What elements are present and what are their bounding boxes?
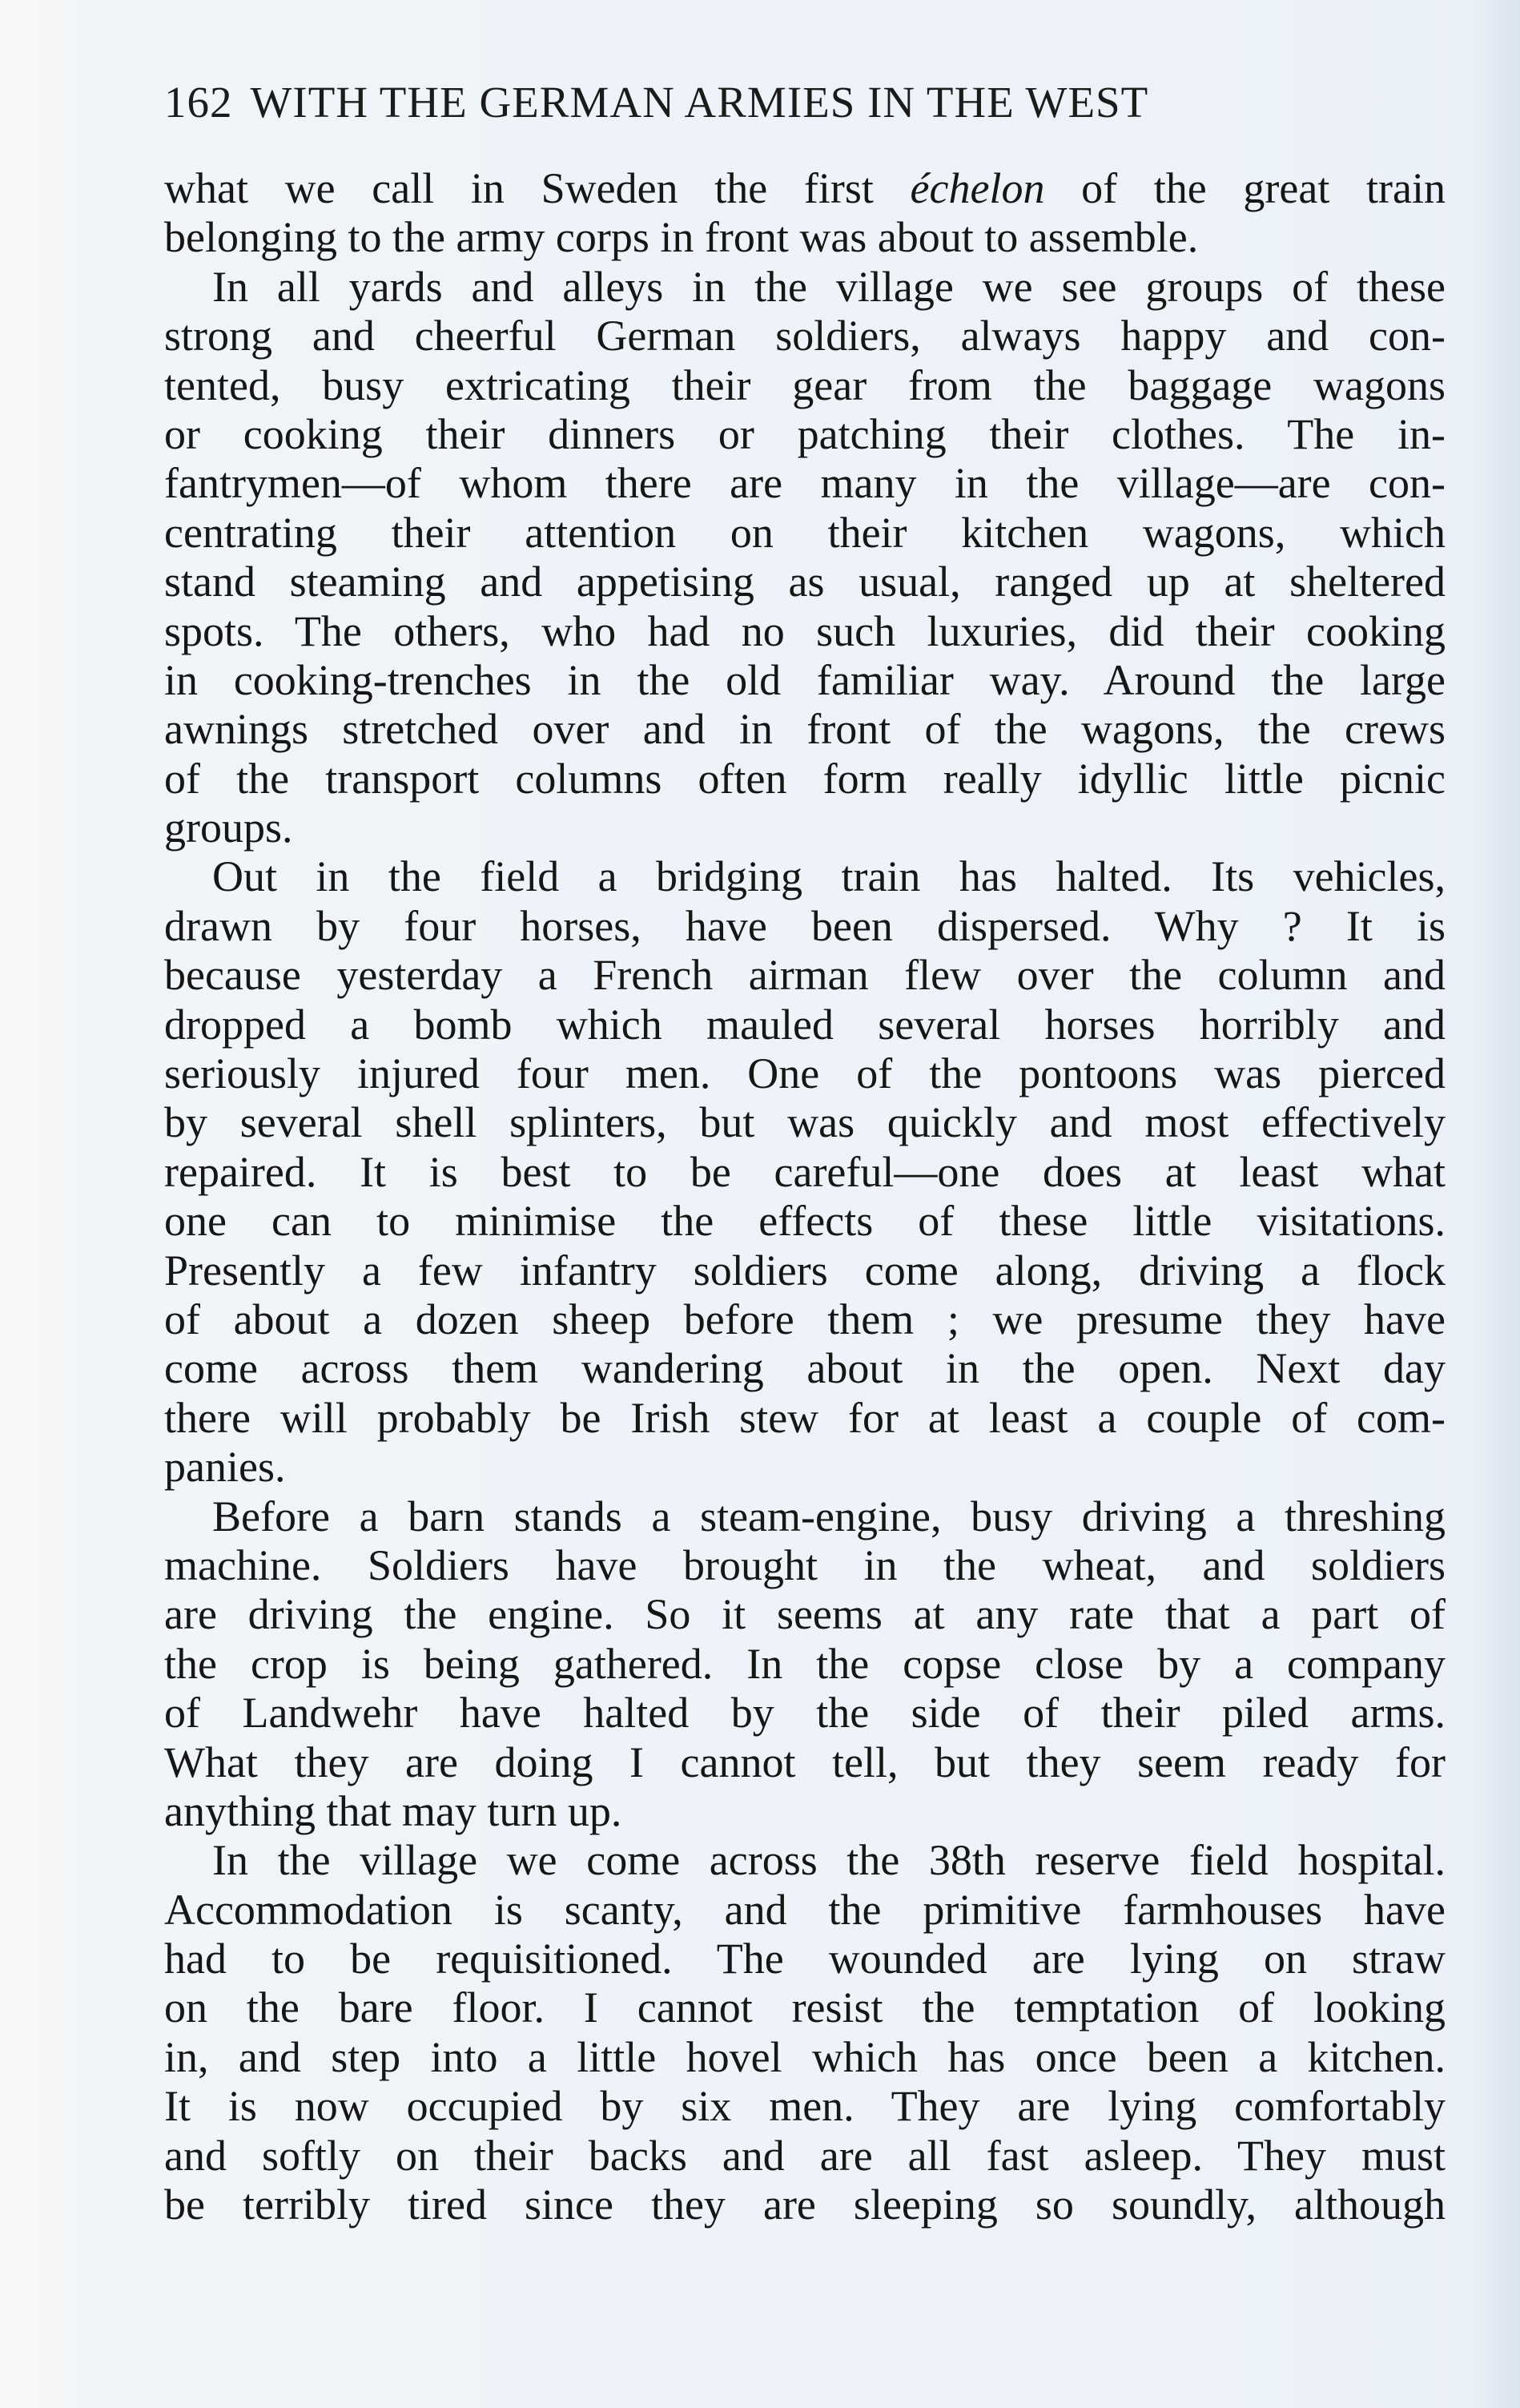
- text-line: strong and cheerful German soldiers, always happy and con-: [164, 312, 1446, 360]
- text-line: one can to minimise the effects of these little visitations.: [164, 1197, 1446, 1246]
- text-line: in, and step into a little hovel which has once been a kitchen.: [164, 2032, 1446, 2081]
- text-line: of the transport columns often form really idyllic little picnic: [164, 754, 1446, 803]
- text-line: had to be requisitioned. The wounded are lying on straw: [164, 1935, 1446, 1983]
- text-line: what we call in Sweden the first échelon of the great train: [164, 164, 1446, 212]
- text-line: repaired. It is best to be careful—one does at least what: [164, 1147, 1446, 1196]
- running-header: [164, 77, 1365, 141]
- text-line: spots. The others, who had no such luxuries, did their cooking: [164, 606, 1446, 655]
- text-line: fantrymen—of whom there are many in the village—are con-: [164, 459, 1446, 508]
- text-line: there will probably be Irish stew for at least a couple of com-: [164, 1393, 1446, 1442]
- body-text: [164, 164, 1446, 2229]
- italic-word: échelon: [910, 164, 1045, 212]
- text-line: of about a dozen sheep before them ; we presume they have: [164, 1295, 1446, 1343]
- paragraph-start-line: In the village we come across the 38th reserve field hospital.: [212, 1836, 1446, 1885]
- text-line: belonging to the army corps in front was about to assemble.: [164, 213, 1199, 262]
- text-line: groups.: [164, 803, 293, 852]
- text-line: in cooking-trenches in the old familiar way. Around the large: [164, 655, 1446, 704]
- text-line: panies.: [164, 1443, 286, 1492]
- page-number: 162: [164, 78, 233, 127]
- paragraph-start-line: In all yards and alleys in the village we see groups of these: [212, 262, 1446, 311]
- text-line: anything that may turn up.: [164, 1786, 622, 1835]
- text-line: drawn by four horses, have been dispersed. Why ? It is: [164, 901, 1446, 950]
- page-edge-shadow: [1472, 0, 1520, 2408]
- text-line: be terribly tired since they are sleeping so soundly, although: [164, 2180, 1446, 2229]
- text-line: It is now occupied by six men. They are lying comfortably: [164, 2082, 1446, 2131]
- text-line: What they are doing I cannot tell, but they seem ready for: [164, 1738, 1446, 1786]
- text-line: and softly on their backs and are all fast asleep. They must: [164, 2131, 1446, 2180]
- text-line: on the bare floor. I cannot resist the temptation of looking: [164, 1983, 1446, 2032]
- text-line: of Landwehr have halted by the side of their piled arms.: [164, 1689, 1446, 1738]
- text-line: dropped a bomb which mauled several horses horribly and: [164, 1000, 1446, 1049]
- text-line: centrating their attention on their kitchen wagons, which: [164, 508, 1446, 557]
- text-line: come across them wandering about in the open. Next day: [164, 1344, 1446, 1393]
- text-line: Presently a few infantry soldiers come along, driving a flock: [164, 1246, 1446, 1295]
- text-line: tented, busy extricating their gear from the baggage wagons: [164, 360, 1446, 409]
- text-line: the crop is being gathered. In the copse close by a company: [164, 1639, 1446, 1688]
- text-line: seriously injured four men. One of the pontoons was pierced: [164, 1049, 1446, 1098]
- text-line: by several shell splinters, but was quickly and most effectively: [164, 1098, 1446, 1147]
- text-line: machine. Soldiers have brought in the wheat, and soldiers: [164, 1540, 1446, 1589]
- text-line: stand steaming and appetising as usual, ranged up at sheltered: [164, 558, 1446, 606]
- paragraph-start-line: Before a barn stands a steam-engine, busy driving a threshing: [212, 1492, 1446, 1540]
- text-line: are driving the engine. So it seems at any rate that a part of: [164, 1590, 1446, 1639]
- text-line: or cooking their dinners or patching their clothes. The in-: [164, 409, 1446, 458]
- running-title: WITH THE GERMAN ARMIES IN THE WEST: [250, 78, 1149, 127]
- text-line: because yesterday a French airman flew over the column and: [164, 951, 1446, 1000]
- paragraph-start-line: Out in the field a bridging train has halted. Its vehicles,: [212, 852, 1446, 901]
- text-line: awnings stretched over and in front of the wagons, the crews: [164, 705, 1446, 754]
- text-line: Accommodation is scanty, and the primitive farmhouses have: [164, 1885, 1446, 1934]
